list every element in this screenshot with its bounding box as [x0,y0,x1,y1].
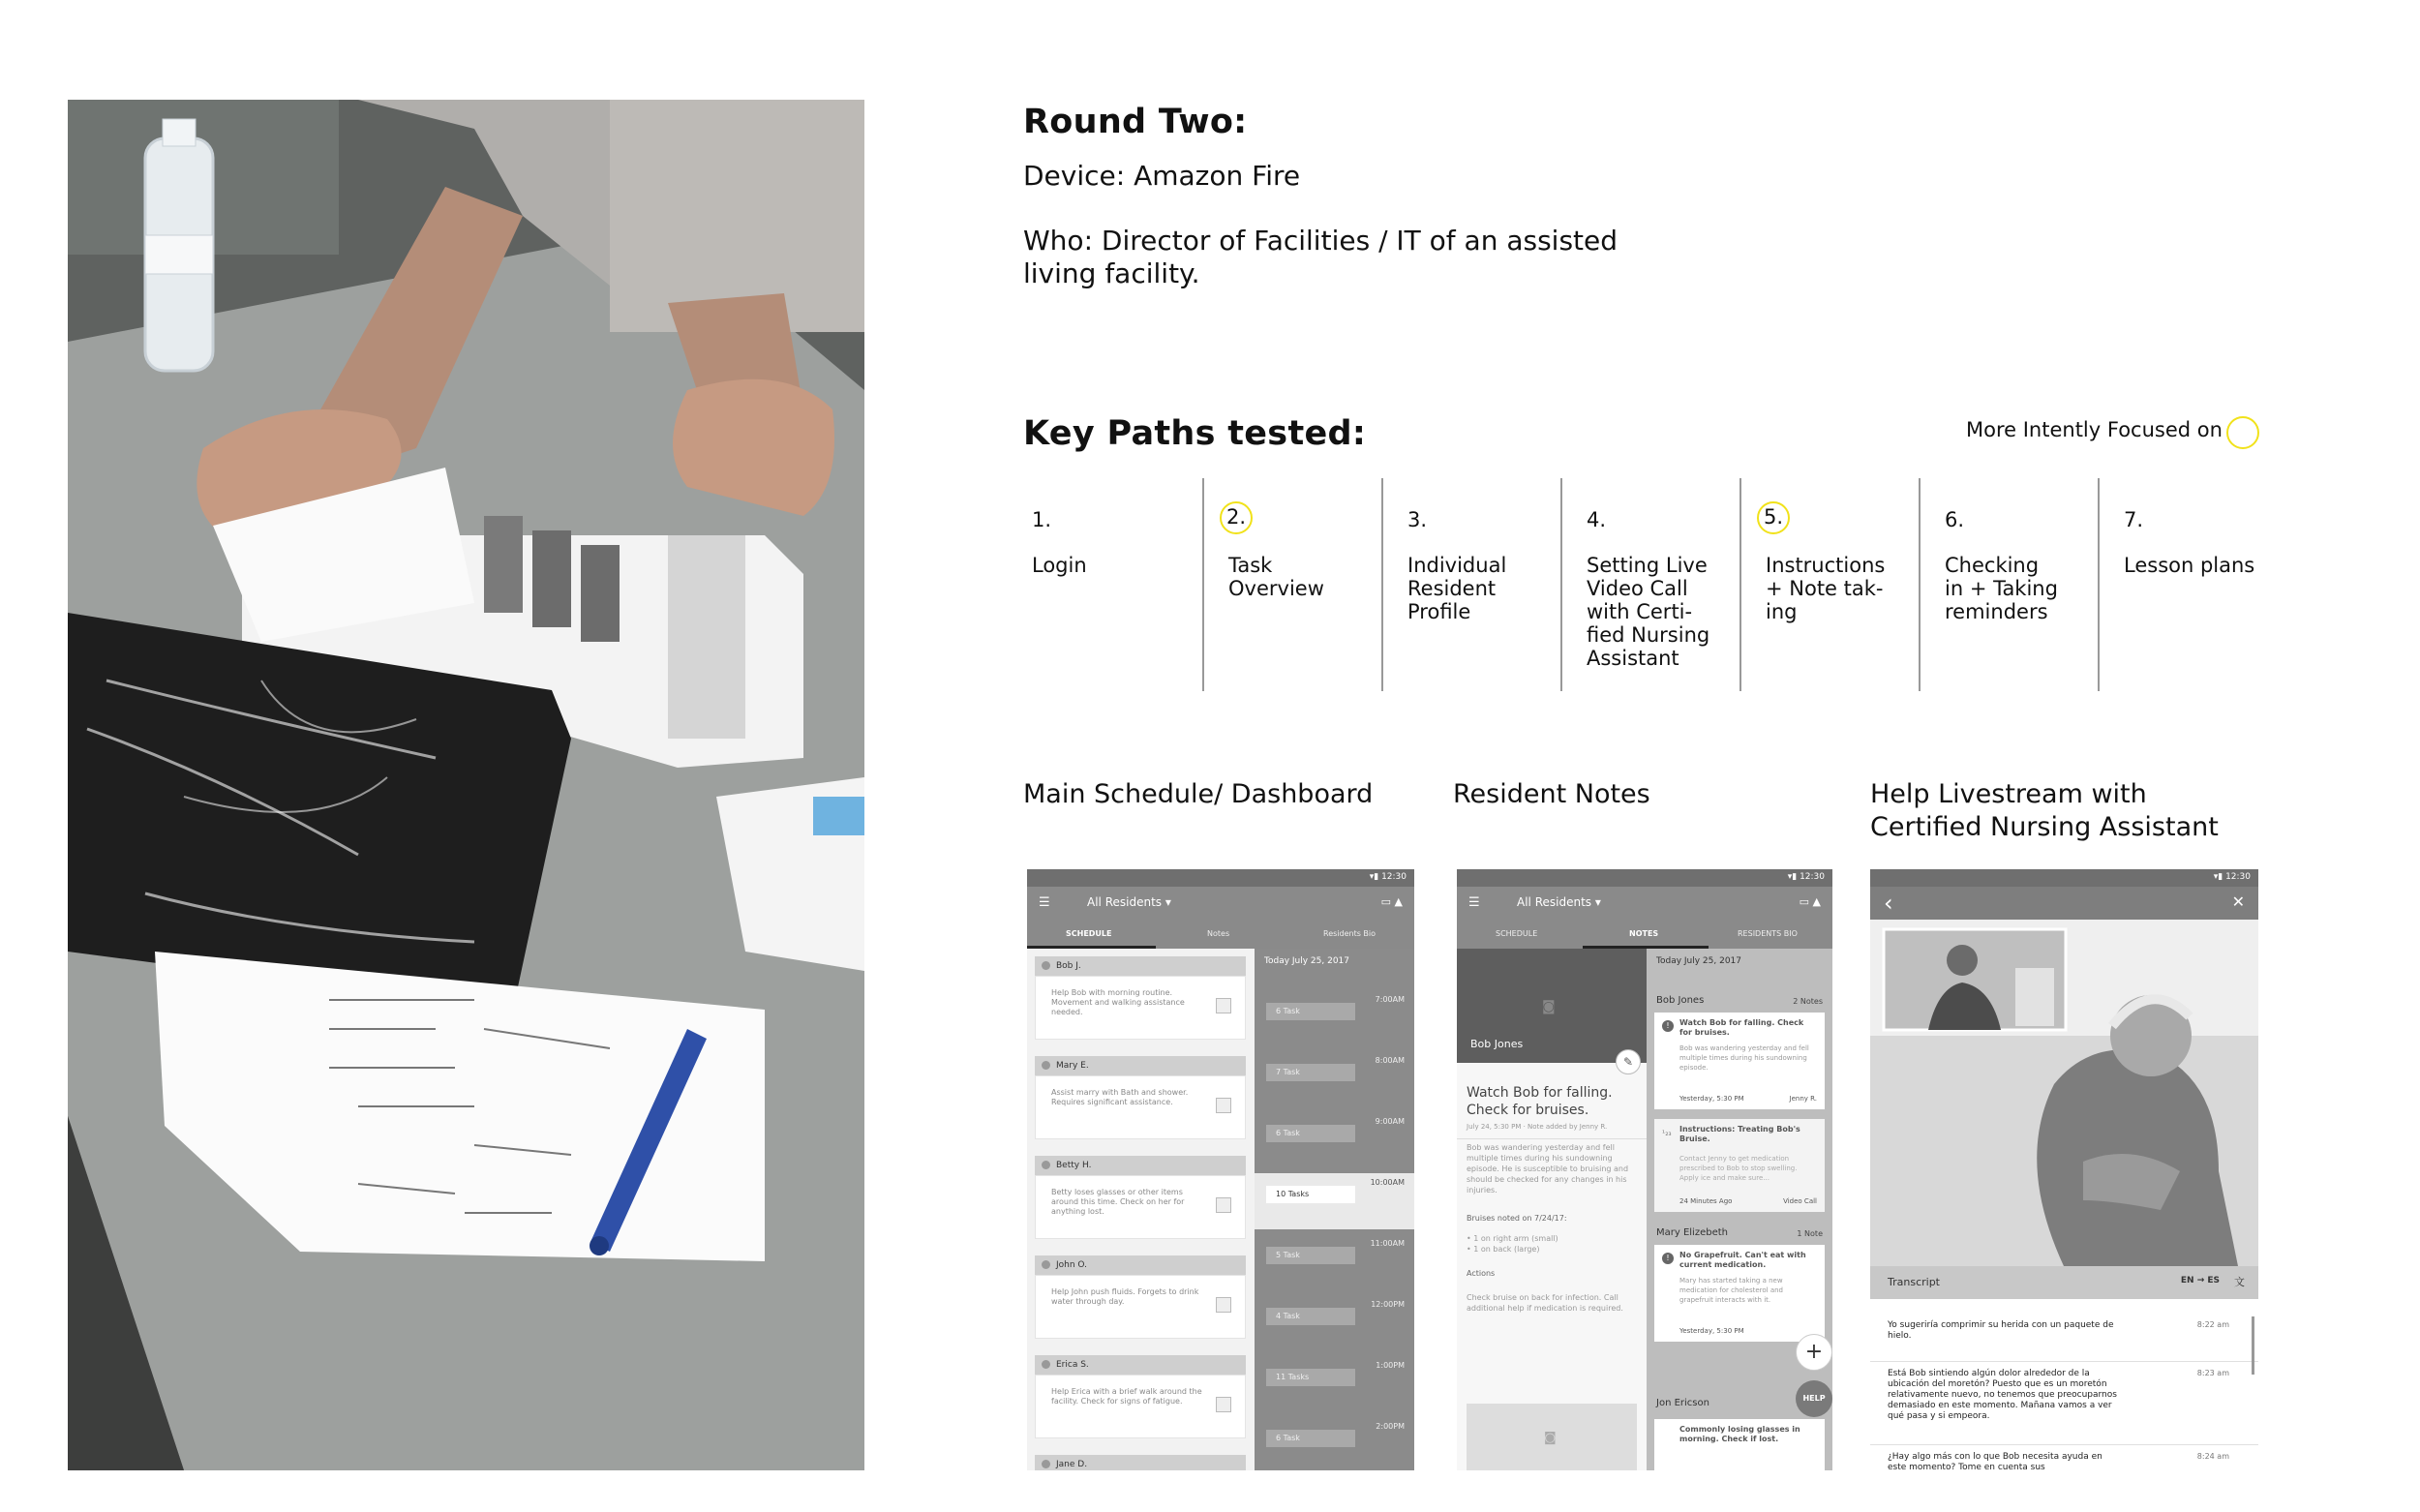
key-path-number: 4. [1587,508,1607,531]
task-checkbox[interactable] [1216,1397,1231,1412]
column-divider [1919,478,1921,691]
status-time: 12:30 [2225,872,2251,882]
column-divider [1739,478,1741,691]
task-description: Help Bob with morning routine. Movement and walking assistance needed. [1051,988,1185,1016]
status-time: 12:30 [1381,872,1407,882]
transcript-time: 8:23 am [2196,1369,2229,1377]
video-call-feed [1870,920,2258,1266]
note-card[interactable] [1654,1419,1825,1470]
resident-name: Bob Jones [1470,1038,1524,1050]
column-divider [1560,478,1562,691]
add-note-button[interactable]: + [1796,1334,1832,1371]
image-placeholder [1467,1404,1637,1470]
menu-icon[interactable]: ☰ [1039,895,1050,910]
translate-icon[interactable]: 文 [2234,1276,2245,1288]
key-path-label: Instructions + Note tak- ing [1766,554,1886,623]
who-text: Who: Director of Facilities / IT of an assisted living facility. [1023,225,1618,289]
close-icon[interactable]: ✕ [2231,892,2245,911]
time-label: 12:00PM [1371,1300,1405,1309]
task-count-slot[interactable]: 6 Task [1266,1003,1355,1020]
key-paths-list [1023,478,2272,691]
wifi-battery-icon: ▾▮ [2213,872,2226,882]
wireframe-main-schedule [1027,869,1414,1470]
task-count-slot[interactable]: 10 Tasks [1266,1186,1355,1203]
note-body-text: Bob was wandering yesterday and fell multiple times during his sundowning episode. He is susceptible to bruising and should be checked for any changes in his injuries. [1467,1143,1629,1194]
divider [1870,1444,2258,1445]
column-divider [1202,478,1204,691]
note-person-name: Jon Ericson [1656,1398,1709,1408]
task-description: Help John push fluids. Forgets to drink water through day. [1051,1287,1199,1306]
device-text: Device: Amazon Fire [1023,160,1301,192]
task-checkbox[interactable] [1216,1098,1231,1113]
note-card-title: Commonly losing glasses in morning. Check if lost. [1679,1425,1800,1443]
transcript-time: 8:24 am [2196,1452,2229,1461]
task-description: Help Erica with a brief walk around the facility. Check for signs of fatigue. [1051,1387,1202,1406]
note-title: Watch Bob for falling. Check for bruises. [1467,1085,1613,1118]
transcript-label: Transcript [1888,1276,1940,1288]
notes-date: Today July 25, 2017 [1656,956,1742,966]
resident-name: Bob J. [1035,956,1246,976]
back-icon[interactable]: ‹ [1884,890,1893,917]
resident-name: Mary E. [1035,1056,1246,1075]
note-card-title: Watch Bob for falling. Check for bruises. [1679,1018,1804,1037]
key-path-item [1023,478,1202,691]
schedule-card[interactable] [1035,1455,1246,1470]
menu-icon[interactable]: ☰ [1468,895,1480,910]
key-path-label: Checking in + Taking reminders [1945,554,2058,623]
key-path-item [1560,478,1739,691]
time-label: 8:00AM [1375,1056,1405,1065]
bell-icon[interactable]: ▭ ▲ [1799,895,1821,908]
divider [1457,1138,1647,1139]
note-card-meta: 24 Minutes Ago [1679,1197,1733,1205]
transcript-bar [1870,1266,2258,1299]
app-bar [1027,887,1414,918]
round-title: Round Two: [1023,103,1248,141]
section-title-resident-notes: Resident Notes [1453,779,1650,809]
resident-name: Betty H. [1035,1156,1246,1175]
time-label: 1:00PM [1376,1361,1405,1370]
transcript-line: ¿Hay algo más con lo que Bob necesita ayuda en este momento? Tome en cuenta sus [1888,1452,2102,1470]
task-body [1035,976,1246,1040]
focus-legend-label: More Intently Focused on [1966,418,2223,441]
task-body [1035,1175,1246,1239]
edit-icon[interactable]: ✎ [1616,1049,1641,1074]
task-count-slot[interactable]: 4 Task [1266,1308,1355,1325]
tab-schedule[interactable]: SCHEDULE [1066,929,1112,938]
schedule-card[interactable] [1035,1355,1246,1444]
note-card-text: Bob was wandering yesterday and fell multiple times during his sundowning episode. [1679,1044,1809,1072]
key-path-item [1739,478,1919,691]
tab-residents-bio[interactable]: Residents Bio [1323,929,1376,938]
status-time: 12:30 [1800,872,1825,882]
app-bar [1457,887,1832,918]
resident-name: Jane D. [1035,1455,1246,1470]
time-label: 11:00AM [1370,1239,1405,1248]
note-count: 1 Note [1797,1229,1823,1238]
resident-video-image [1870,920,2258,1266]
status-bar [1870,869,2258,887]
key-path-number: 6. [1945,508,1965,531]
schedule-card[interactable] [1035,956,1246,1045]
note-card-meta: Yesterday, 5:30 PM [1679,1095,1744,1103]
schedule-list [1027,949,1255,1470]
status-bar [1027,869,1414,887]
task-body [1035,1075,1246,1139]
bell-icon[interactable]: ▭ ▲ [1380,895,1403,908]
key-path-label: Individual Resident Profile [1407,554,1507,623]
note-card-title: Instructions: Treating Bob's Bruise. [1679,1125,1800,1143]
call-top-bar [1870,887,2258,920]
usability-test-photo [68,100,864,1470]
help-button[interactable]: HELP [1796,1380,1832,1417]
list-icon: ¹₂₃ [1662,1129,1672,1137]
resident-name: John O. [1035,1255,1246,1275]
wireframe-resident-notes [1457,869,1832,1470]
schedule-card[interactable] [1035,1255,1246,1345]
camera-icon: ◙ [1542,999,1556,1014]
column-divider [2098,478,2100,691]
key-path-item [1202,478,1381,691]
key-paths-title: Key Paths tested: [1023,414,1367,453]
time-label: 10:00AM [1370,1178,1405,1187]
time-label: 9:00AM [1375,1117,1405,1126]
transcript-line: Está Bob sintiendo algún dolor alrededor de la ubicación del moretón? Puesto que es un moretón relativamente nuevo, no tenemos que preocuparnos demasiado en este momento. Mañana vamos a ver qué pasa y si empeora. [1888,1369,2117,1421]
task-body [1035,1375,1246,1438]
bruises-title: Bruises noted on 7/24/17: [1467,1214,1567,1223]
column-divider [1381,478,1383,691]
task-count-slot[interactable]: 7 Task [1266,1064,1355,1081]
notes-list [1647,949,1832,1470]
tab-notes[interactable]: NOTES [1629,929,1659,938]
task-checkbox[interactable] [1216,1197,1231,1213]
focus-circle-icon [2226,416,2259,449]
actions-text: Check bruise on back for infection. Call additional help if medication is required. [1467,1293,1623,1313]
bruises-list: • 1 on right arm (small) • 1 on back (large) [1467,1234,1558,1254]
wifi-battery-icon: ▾▮ [1369,872,1382,882]
key-path-label: Setting Live Video Call with Certi- fied Nursing Assistant [1587,554,1710,670]
resident-filter-dropdown[interactable]: All Residents ▾ [1517,895,1601,909]
divider [1870,1361,2258,1362]
note-detail-panel [1457,949,1647,1470]
task-description: Betty loses glasses or other items around this time. Check on her for anything lost. [1051,1188,1185,1216]
note-card[interactable] [1654,1119,1825,1212]
schedule-card[interactable] [1035,1056,1246,1145]
resident-name: Erica S. [1035,1355,1246,1375]
wireframe-help-livestream [1870,869,2258,1470]
key-path-number: 7. [2124,508,2144,531]
task-description: Assist marry with Bath and shower. Requires significant assistance. [1051,1088,1189,1106]
note-card[interactable] [1654,1013,1825,1109]
language-toggle[interactable]: EN → ES [2180,1276,2220,1285]
note-card-author: Video Call [1783,1197,1817,1205]
key-path-label: Lesson plans [2124,554,2255,577]
note-card-meta: Yesterday, 5:30 PM [1679,1327,1744,1335]
tab-bar [1457,918,1832,949]
tab-schedule[interactable]: SCHEDULE [1496,929,1538,938]
task-count-slot[interactable]: 11 Tasks [1266,1369,1355,1386]
key-path-item [1919,478,2098,691]
camera-icon: ◙ [1544,1431,1557,1445]
key-path-number: 2. [1220,501,1253,534]
transcript-time: 8:22 am [2196,1320,2229,1329]
note-body [1467,1142,1641,1314]
note-person-name: Mary Elizebeth [1656,1227,1728,1238]
actions-title: Actions [1467,1269,1496,1278]
scrollbar[interactable] [2252,1316,2254,1375]
note-count: 2 Notes [1793,997,1823,1006]
resident-filter-dropdown[interactable]: All Residents ▾ [1087,895,1171,909]
note-person-name: Bob Jones [1656,995,1705,1006]
key-path-label: Login [1032,554,1087,577]
alert-icon: ! [1662,1253,1674,1264]
key-path-number: 5. [1757,501,1790,534]
key-path-number: 1. [1032,508,1052,531]
schedule-card[interactable] [1035,1156,1246,1245]
transcript-line: Yo sugeriría comprimir su herida con un paquete de hielo. [1888,1320,2114,1341]
note-card-author: Jenny R. [1789,1095,1817,1103]
task-count-slot[interactable]: 6 Task [1266,1125,1355,1142]
note-card-title: No Grapefruit. Can't eat with current medication. [1679,1251,1806,1269]
section-title-help-livestream: Help Livestream with Certified Nursing Assistant [1870,779,2219,842]
tab-residents-bio[interactable]: RESIDENTS BIO [1738,929,1798,938]
key-path-number: 3. [1407,508,1428,531]
key-path-label: Task Overview [1228,554,1324,600]
status-bar [1457,869,1832,887]
timeline-date: Today July 25, 2017 [1264,956,1350,966]
task-count-slot[interactable]: 6 Task [1266,1430,1355,1447]
section-title-main-schedule: Main Schedule/ Dashboard [1023,779,1374,809]
note-meta: July 24, 5:30 PM · Note added by Jenny R. [1467,1123,1608,1131]
time-label: 2:00PM [1376,1422,1405,1431]
note-card-text: Mary has started taking a new medication for cholesterol and grapefruit interacts with it. [1679,1277,1783,1304]
key-path-item [2098,478,2277,691]
alert-icon: ! [1662,1020,1674,1032]
note-card-text: Contact Jenny to get medication prescribed to Bob to stop swelling. Apply ice and make sure... [1679,1155,1798,1182]
tab-bar [1027,918,1414,949]
task-body [1035,1275,1246,1339]
task-count-slot[interactable]: 5 Task [1266,1247,1355,1264]
resident-photo [1457,949,1647,1063]
timeline-column [1255,949,1414,1470]
tab-notes[interactable]: Notes [1207,929,1230,938]
task-checkbox[interactable] [1216,998,1231,1013]
wifi-battery-icon: ▾▮ [1787,872,1800,882]
key-path-item [1381,478,1560,691]
task-checkbox[interactable] [1216,1297,1231,1313]
note-card[interactable] [1654,1245,1825,1342]
time-label: 7:00AM [1375,995,1405,1004]
